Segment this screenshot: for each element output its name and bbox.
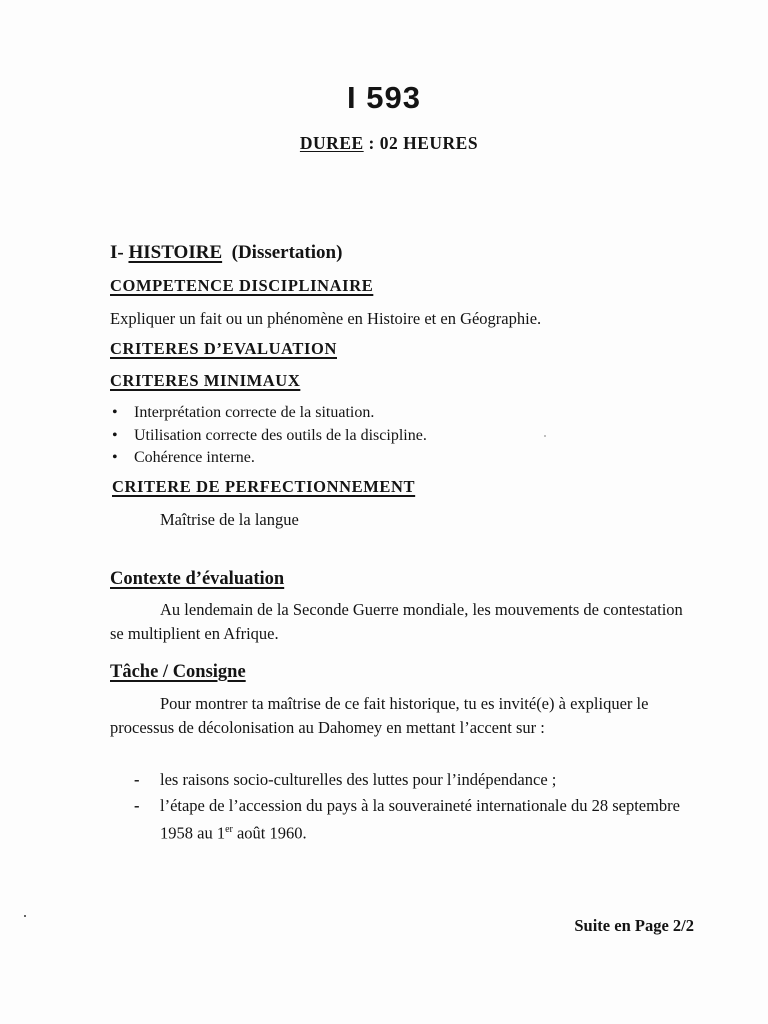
contexte-text: Au lendemain de la Seconde Guerre mondiale, les mouvements de contestation se multiplient en Afrique. — [110, 600, 683, 643]
duration-line — [0, 133, 768, 154]
list-item: • Interprétation correcte de la situation. — [110, 402, 427, 425]
duration-value: 02 HEURES — [379, 133, 479, 153]
competence-heading: COMPETENCE DISCIPLINAIRE — [110, 276, 374, 295]
exam-code: I 593 — [347, 80, 421, 115]
criteres-minimaux-heading: CRITERES MINIMAUX — [110, 371, 301, 390]
critere-perfectionnement-heading: CRITERE DE PERFECTIONNEMENT — [112, 477, 416, 496]
criteres-heading: CRITERES D’EVALUATION — [110, 339, 337, 358]
contexte-heading: Contexte d’évaluation — [110, 569, 285, 589]
critere-perfectionnement-text: Maîtrise de la langue — [160, 510, 299, 529]
section-title: HISTOIRE — [128, 242, 223, 263]
duration-label: DUREE — [299, 133, 364, 153]
list-item: • Cohérence interne. — [110, 447, 427, 470]
footer-next-page: Suite en Page 2/2 — [574, 916, 694, 935]
list-item — [110, 794, 700, 846]
ordinal-superscript: er — [225, 824, 233, 835]
duration-separator: : — [363, 133, 380, 153]
tache-text: Pour montrer ta maîtrise de ce fait historique, tu es invité(e) à expliquer le processus de décolonisation au Dahomey en mettant l’accent sur : — [110, 694, 649, 737]
tache-heading: Tâche / Consigne — [110, 662, 246, 682]
section-heading — [110, 242, 342, 264]
list-item-end: août 1960. — [232, 823, 307, 843]
section-subtitle: (Dissertation) — [231, 242, 343, 263]
tache-list — [110, 768, 700, 848]
scan-speck — [544, 435, 546, 437]
list-item: - les raisons socio-culturelles des luttes pour l’indépendance ; — [110, 768, 700, 792]
list-item: • Utilisation correcte des outils de la discipline. — [110, 425, 427, 448]
competence-text: Expliquer un fait ou un phénomène en Histoire et en Géographie. — [110, 309, 542, 328]
section-number: I- — [110, 242, 129, 263]
criteres-minimaux-list — [110, 402, 427, 470]
list-item-text: l’étape de l’accession du pays à la souveraineté internationale du 28 septembre 1958 au 1 — [160, 796, 680, 843]
scan-speck — [24, 915, 26, 917]
